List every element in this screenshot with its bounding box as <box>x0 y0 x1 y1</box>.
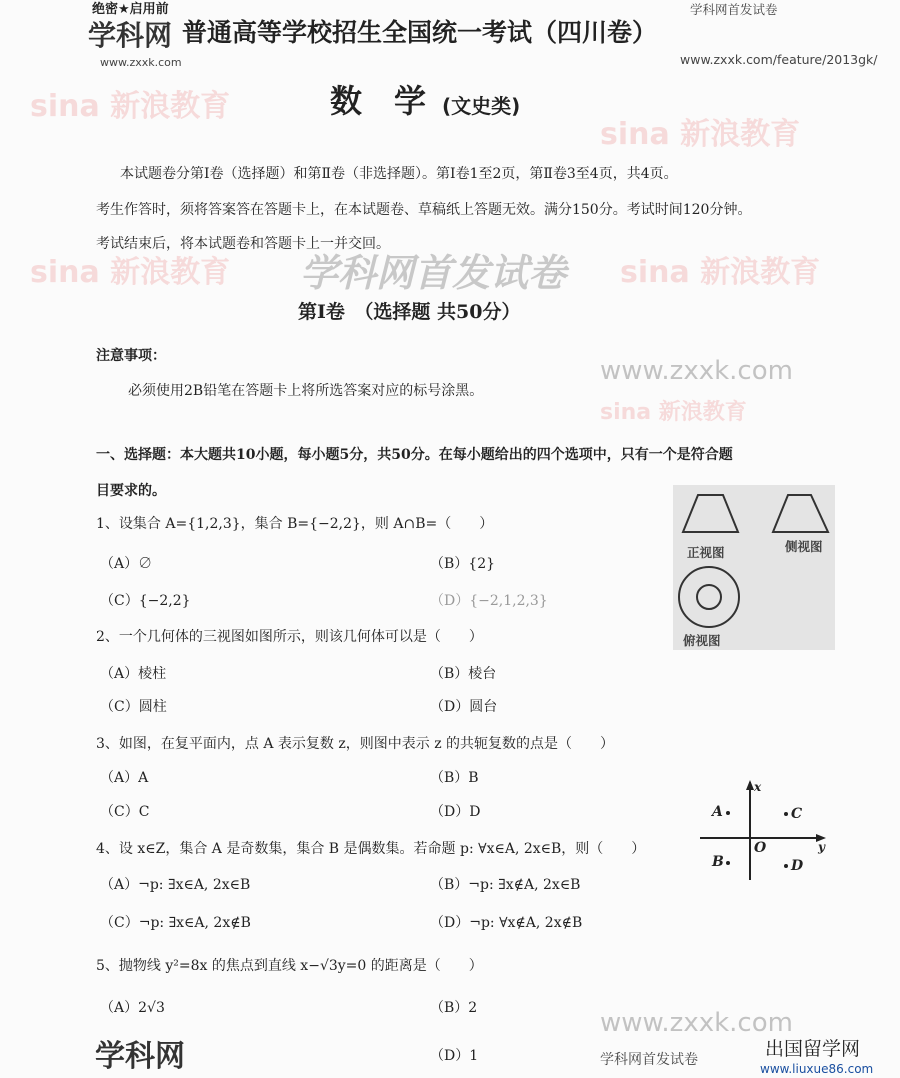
stamp-top: 学科网首发试卷 <box>690 2 778 17</box>
front-view-label: 正视图 <box>687 545 725 560</box>
option-1a: （A）∅ <box>100 556 153 572</box>
intro-line: 考试结束后，将本试题卷和答题卡上一并交回。 <box>96 236 390 252</box>
three-view-drawing <box>673 485 835 650</box>
question-1: 1、设集合 A={1,2,3}，集合 B={−2,2}，则 A∩B=（ ） <box>96 516 494 532</box>
y-axis-label: y <box>818 840 825 854</box>
option-3d: （D）D <box>430 804 481 820</box>
option-3b: （B）B <box>430 770 479 786</box>
option-4b: （B）¬p: ∃x∉A, 2x∈B <box>430 877 581 893</box>
option-2d: （D）圆台 <box>430 699 498 715</box>
point-d-label: D <box>791 858 804 874</box>
option-3c: （C）C <box>100 804 150 820</box>
three-view-figure <box>673 485 835 650</box>
side-view-trapezoid <box>773 495 828 532</box>
watermark-zxxk: www.zxxk.com <box>600 1008 793 1038</box>
subject-type: (文史类) <box>442 94 521 118</box>
top-view-outer-circle <box>679 567 739 627</box>
footer-stamp: 学科网首发试卷 <box>600 1052 698 1068</box>
option-1c: （C）{−2,2} <box>100 593 191 609</box>
option-5d: （D）1 <box>430 1048 479 1064</box>
part1-heading: 第Ⅰ卷 （选择题 共50分） <box>298 301 521 323</box>
option-5b: （B）2 <box>430 1000 478 1016</box>
complex-plane-figure <box>690 780 830 880</box>
zxxk-logo-url: www.zxxk.com <box>100 56 182 69</box>
option-4d: （D）¬p: ∀x∉A, 2x∉B <box>430 915 583 931</box>
watermark-sina: sina 新浪教育 <box>600 117 801 152</box>
top-view-label: 俯视图 <box>683 633 721 648</box>
option-4a: （A）¬p: ∃x∈A, 2x∈B <box>100 877 251 893</box>
footer-zxxk-logo: 学科网 <box>95 1039 185 1074</box>
side-view-label: 侧视图 <box>785 539 823 554</box>
watermark-center: 学科网首发试卷 <box>300 251 567 295</box>
section-heading-cont: 目要求的。 <box>96 483 166 499</box>
watermark-sina: sina 新浪教育 <box>600 400 747 425</box>
question-2: 2、一个几何体的三视图如图所示，则该几何体可以是（ ） <box>96 629 483 645</box>
question-4: 4、设 x∈Z，集合 A 是奇数集，集合 B 是偶数集。若命题 p: ∀x∈A, 2x∈B，则（ ） <box>96 841 646 857</box>
question-3: 3、如图，在复平面内，点 A 表示复数 z，则图中表示 z 的共轭复数的点是（ ） <box>96 736 615 752</box>
option-4c: （C）¬p: ∃x∈A, 2x∉B <box>100 915 251 931</box>
front-view-trapezoid <box>683 495 738 532</box>
notice-text: 必须使用2B铅笔在答题卡上将所选答案对应的标号涂黑。 <box>128 383 484 399</box>
zxxk-logo: 学科网 <box>88 19 173 52</box>
option-1b: （B）{2} <box>430 556 496 572</box>
question-5: 5、抛物线 y²=8x 的焦点到直线 x−√3y=0 的距离是（ ） <box>96 958 483 974</box>
option-2b: （B）棱台 <box>430 666 497 682</box>
point-a-label: A <box>712 804 723 820</box>
footer-brand: 出国留学网 <box>765 1038 861 1060</box>
x-axis-label: x <box>754 780 762 794</box>
stamp-url: www.zxxk.com/feature/2013gk/ <box>680 52 878 67</box>
option-5a: （A）2√3 <box>100 1000 165 1016</box>
watermark-sina: sina 新浪教育 <box>620 255 821 290</box>
intro-line: 考生作答时，须将答案答在答题卡上，在本试题卷、草稿纸上答题无效。满分150分。考试时间120分钟。 <box>96 202 752 218</box>
origin-label: O <box>754 840 767 856</box>
watermark-zxxk: www.zxxk.com <box>600 356 793 386</box>
notice-title: 注意事项： <box>96 348 166 364</box>
exam-title: 普通高等学校招生全国统一考试（四川卷） <box>182 18 658 47</box>
point-c-label: C <box>791 806 803 822</box>
top-view-inner-circle <box>697 585 721 609</box>
point-b-label: B <box>712 854 724 870</box>
option-2c: （C）圆柱 <box>100 699 167 715</box>
subject-name: 数 学 <box>330 82 427 120</box>
secret-label: 绝密★启用前 <box>92 2 169 17</box>
complex-plane-axes <box>690 780 830 880</box>
section-heading: 一、选择题：本大题共10小题，每小题5分，共50分。在每小题给出的四个选项中，只有一个是符合题 <box>96 447 733 463</box>
watermark-sina: sina 新浪教育 <box>30 255 231 290</box>
option-1d: （D）{−2,1,2,3} <box>430 593 548 609</box>
intro-line: 本试题卷分第Ⅰ卷（选择题）和第Ⅱ卷（非选择题）。第Ⅰ卷1至2页，第Ⅱ卷3至4页，共4页。 <box>120 166 678 182</box>
option-2a: （A）棱柱 <box>100 666 167 682</box>
watermark-sina: sina 新浪教育 <box>30 89 231 124</box>
option-3a: （A）A <box>100 770 149 786</box>
footer-brand-url[interactable]: www.liuxue86.com <box>760 1062 874 1076</box>
